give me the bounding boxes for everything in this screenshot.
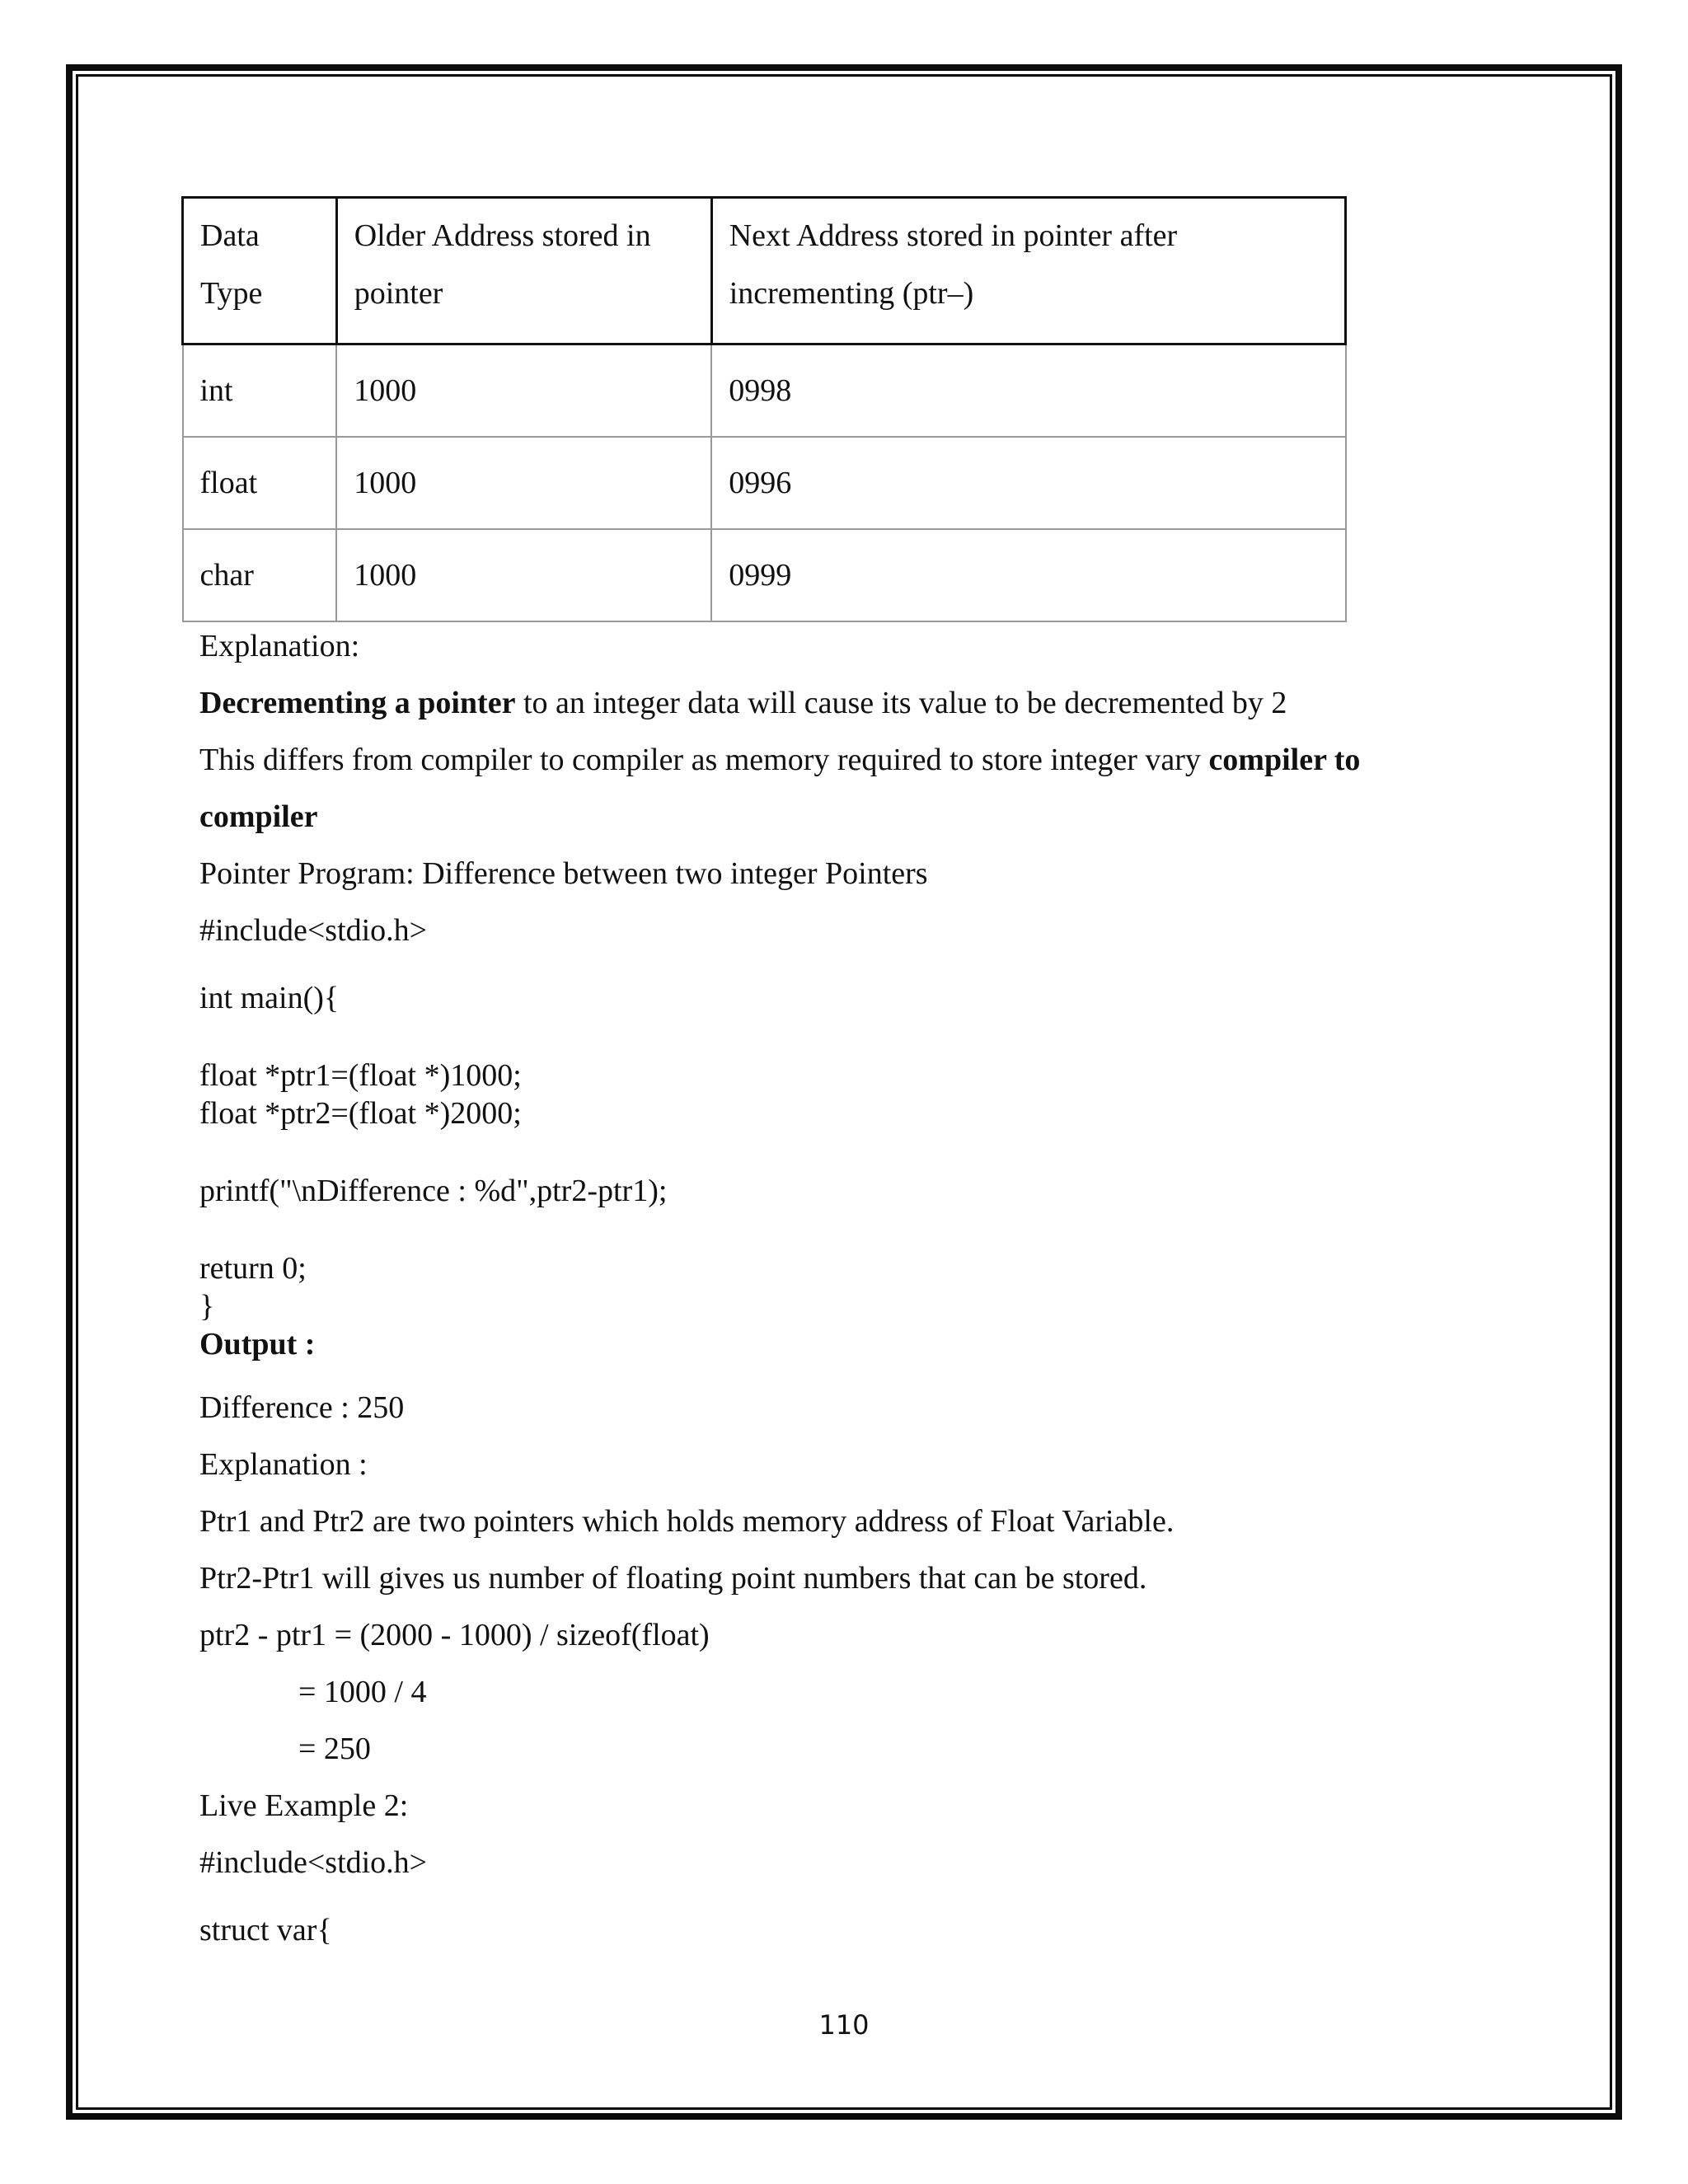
table-cell: 1000	[336, 529, 711, 621]
header-cell-data-type	[183, 198, 337, 344]
decrement-bold: Decrementing a pointer	[199, 685, 516, 720]
code-main: int main(){	[199, 980, 340, 1015]
code-ptr1: float *ptr1=(float *)1000;	[199, 1057, 522, 1093]
compiler-sentence	[199, 732, 1533, 789]
table-header-row	[183, 198, 1346, 344]
compiler-text: This differs from compiler to compiler as memory required to store integer vary	[199, 742, 1209, 777]
header-line: pointer	[354, 276, 443, 311]
compiler-bold-2: compiler	[199, 799, 318, 834]
code-printf: printf("\nDifference : %d",ptr2-ptr1);	[199, 1173, 668, 1208]
code-include: #include<stdio.h>	[199, 912, 428, 948]
table-cell: 1000	[336, 437, 711, 529]
output-label	[199, 1325, 1533, 1363]
output-value: Difference : 250	[199, 1390, 405, 1425]
output-label-text: Output :	[199, 1326, 316, 1361]
table-cell: 0999	[711, 529, 1345, 621]
code-2-include: #include<stdio.h>	[199, 1844, 428, 1880]
code-2-struct: struct var{	[199, 1912, 332, 1947]
table-row	[183, 344, 1346, 437]
header-line: incrementing (ptr–)	[729, 276, 974, 311]
compiler-bold-1: compiler to	[1208, 742, 1361, 777]
body-text	[181, 618, 1533, 1949]
table-cell: 1000	[336, 344, 711, 437]
header-cell-next-address	[711, 198, 1345, 344]
page-content	[181, 196, 1533, 1949]
header-line: Older Address stored in	[354, 218, 651, 253]
calc-line: = 1000 / 4	[298, 1674, 427, 1709]
explanation-line: Ptr2-Ptr1 will gives us number of floating point numbers that can be stored.	[199, 1560, 1147, 1596]
decrement-sentence	[199, 675, 1533, 732]
explanation-line: Ptr1 and Ptr2 are two pointers which holds memory address of Float Variable.	[199, 1503, 1175, 1539]
header-line: Next Address stored in pointer after	[729, 218, 1178, 253]
table-cell: float	[183, 437, 337, 529]
compiler-sentence-cont	[199, 789, 1533, 846]
code-return: return 0;	[199, 1250, 307, 1286]
table-cell: char	[183, 529, 337, 621]
header-line: Type	[200, 276, 263, 311]
explanation-2-label: Explanation :	[199, 1446, 368, 1482]
live-example-label: Live Example 2:	[199, 1788, 409, 1823]
code-ptr2: float *ptr2=(float *)2000;	[199, 1095, 522, 1131]
header-line: Data	[200, 218, 260, 253]
program-title: Pointer Program: Difference between two integer Pointers	[199, 855, 928, 891]
calc-line: = 250	[298, 1731, 371, 1766]
table-row	[183, 437, 1346, 529]
explanation-label: Explanation:	[199, 628, 360, 663]
table-cell: 0996	[711, 437, 1345, 529]
table-row	[183, 529, 1346, 621]
explanation-line: ptr2 - ptr1 = (2000 - 1000) / sizeof(float)	[199, 1617, 710, 1652]
table-cell: 0998	[711, 344, 1345, 437]
decrement-rest: to an integer data will cause its value to be decremented by 2	[515, 685, 1287, 720]
table-cell: int	[183, 344, 337, 437]
page-number: 110	[818, 2009, 870, 2041]
code-close: }	[199, 1288, 215, 1324]
header-cell-older-address	[336, 198, 711, 344]
address-table	[181, 196, 1347, 622]
